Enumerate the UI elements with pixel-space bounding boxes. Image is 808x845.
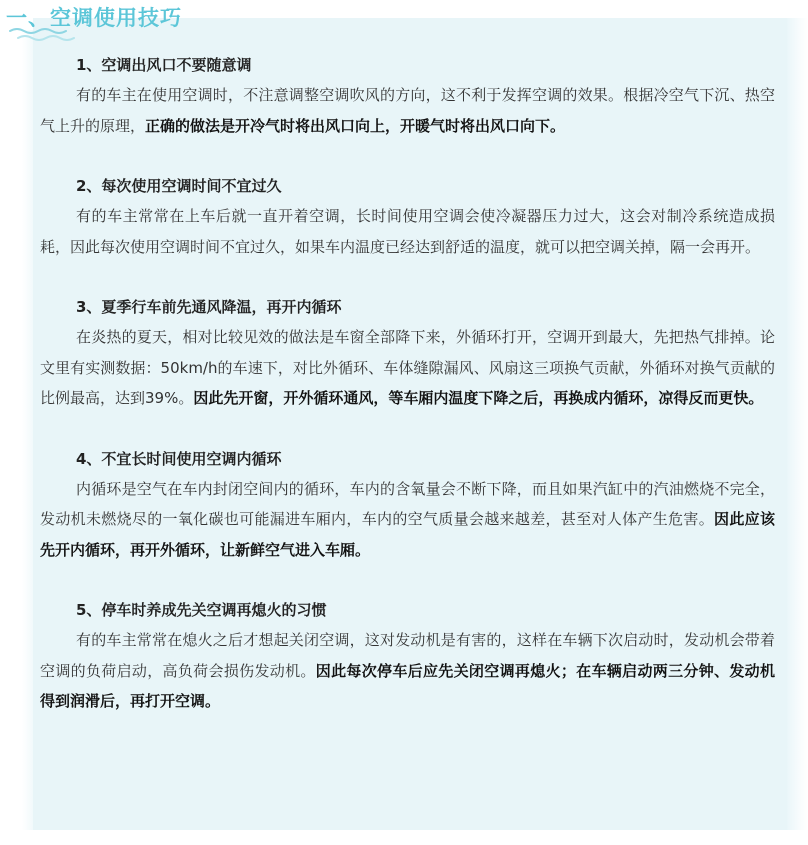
tip-section [40,595,775,717]
tip-paragraph [40,625,775,717]
tip-title: 3、夏季行车前先通风降温，再开内循环 [76,298,342,316]
tip-paragraph [40,80,775,141]
tip-section [40,50,775,141]
tip-title: 5、停车时养成先关空调再熄火的习惯 [76,601,327,619]
tips-content [40,50,775,747]
tip-text: 在炎热的夏天，相对比较见效的做法是车窗全部降下来，外循环打开，空调开到最大，先把热气排掉。论文里有实测数据：50km/h的车速下，对比外循环、车体缝隙漏风、风扇这三项换气贡献，外循环对换气贡献的比例最高，达到39%。 [40,328,775,407]
background-edge-right [787,18,808,830]
tip-paragraph [40,201,775,262]
tip-section [40,292,775,414]
tip-text: 有的车主常常在熄火之后才想起关闭空调，这对发动机是有害的，这样在车辆下次启动时，发动机会带着空调的负荷启动，高负荷会损伤发动机。 [40,631,775,680]
tip-highlight: 正确的做法是开冷气时将出风口向上，开暖气时将出风口向下。 [145,116,566,135]
wave-decoration-icon [8,26,78,42]
page-title: 一、空调使用技巧 [6,6,182,30]
tip-title: 4、不宜长时间使用空调内循环 [76,449,282,468]
tip-text: 有的车主在使用空调时，不注意调整空调吹风的方向，这不利于发挥空调的效果。根据冷空气下沉、热空气上升的原理， [40,86,775,135]
section-header [0,0,260,44]
tip-highlight: 因此每次停车后应先关闭空调再熄火；在车辆启动两三分钟、发动机得到润滑后，再打开空调。 [40,661,775,710]
tip-section [40,171,775,262]
tip-text: 内循环是空气在车内封闭空间内的循环，车内的含氧量会不断下降，而且如果汽缸中的汽油燃烧不完全，发动机未燃烧尽的一氧化碳也可能漏进车厢内，车内的空气质量会越来越差，甚至对人体产生危害。 [40,479,775,528]
tip-paragraph [40,474,775,566]
tip-highlight: 因此应该先开内循环，再开外循环，让新鲜空气进入车厢。 [40,510,775,559]
tip-title: 1、空调出风口不要随意调 [76,56,252,74]
tip-text: 有的车主常常在上车后就一直开着空调，长时间使用空调会使冷凝器压力过大，这会对制冷系统造成损耗，因此每次使用空调时间不宜过久，如果车内温度已经达到舒适的温度，就可以把空调关掉，隔一会再开。 [40,207,775,256]
tip-paragraph [40,322,775,414]
tip-highlight: 因此先开窗，开外循环通风，等车厢内温度下降之后，再换成内循环，凉得反而更快。 [193,389,764,407]
tip-section [40,444,775,566]
tip-title: 2、每次使用空调时间不宜过久 [76,177,282,195]
